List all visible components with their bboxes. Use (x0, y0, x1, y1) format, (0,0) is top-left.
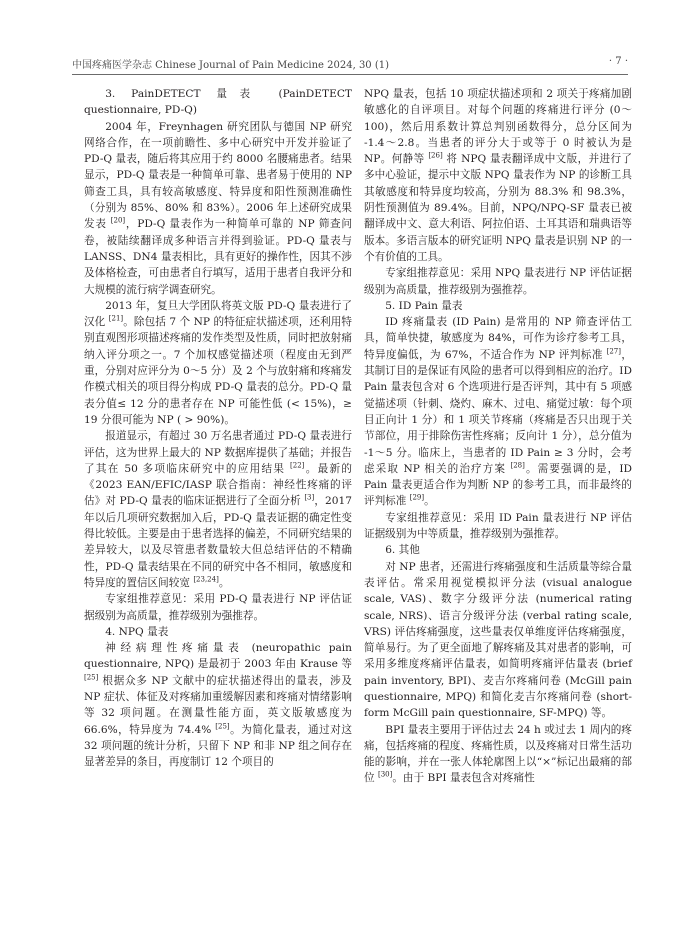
paragraph: 神经病理性疼痛量表 (neuropathic pain questionnaire, NPQ) 是最初于 2003 年由 Krause 等 [25] 根据众多 NP 文献中的症状描述得出的量表，涉及 NP 症状、体征及对疼痛加重缓解因素和疼痛对情绪影响等 32 项问题。在测量性能方面，英文版敏感度为 66.6%，特异度为 74.4% [25]。为简化量表，通过对这 32 项问题的统计分析，只留下 NP 和非 NP 组之间存在显著差异的条目，再度制订 12 个项目的 (84, 642, 353, 769)
running-header (72, 56, 628, 74)
section-heading: 4. NPQ 量表 (105, 625, 169, 638)
citation-ref: [27] (606, 347, 621, 356)
paragraph: 专家组推荐意见：采用 ID Pain 量表进行 NP 评估证据级别为中等质量，推荐级别为强推荐。 (364, 511, 632, 541)
citation-ref: [26] (428, 151, 443, 160)
section-heading: 3. PainDETECT 量表 (PainDETECT questionnaire, PD-Q) (84, 88, 352, 117)
left-text-column (84, 86, 352, 770)
citation-ref: [22] (290, 461, 305, 470)
paragraph-continued: NPQ 量表，包括 10 项症状描述项和 2 项关于疼痛加剧敏感化的自评项目。对每个问题的疼痛进行评分 (0～100)，然后用系数计算总判别函数得分，总分区间为 -1.4～2.8。当患者的评分大于或等于 0 时被认为是 NP。何静等 [26] 将 NPQ 量表翻译成中文版，并进行了多中心验证，提示中文版 NPQ 量表作为 NP 的诊断工具其敏感度和特异度均较高，分别为 88.3% 和 98.3%，阴性预测值为 89.4%。目前，NPQ/NPQ-SF 量表已被翻译成中文、意大利语、阿拉伯语、土耳其语和瑞典语等版本。多语言版本的研究证明 NPQ 量表是识别 NP 的一个有价值的工具。 (364, 88, 633, 263)
paragraph: 报道显示，有超过 30 万名患者通过 PD-Q 量表进行评估，这为世界上最大的 NP 数据库提供了基础；并报告了其在 50 多项临床研究中的应用结果 [22]。最新的《2023 EAN/EFIC/IASP 联合指南：神经性疼痛的评估》对 PD-Q 量表的临床证据进行了全面分析 [3]，2017 年以后几项研究数据加入后，PD-Q 量表证据的确定性变得比较低。主要是由于患者选择的偏差，不同研究结果的差异较大，以及尽管患者数量较大但总结评估的不精确性，PD-Q 量表结果在不同的研究中各不相同，敏感度和特异度的置信区间较宽 [23,24]。 (84, 430, 352, 589)
section-heading: 5. ID Pain 量表 (385, 299, 463, 312)
citation-ref: [21] (108, 314, 124, 323)
paragraph: 对 NP 患者，还需进行疼痛强度和生活质量等综合量表评估。常采用视觉模拟评分法 (visual analogue scale, VAS)、数字分级评分法 (numerical rating scale, NRS)、语言分级评分法 (verbal rating scale, VRS) 评估疼痛强度，这些量表仅单维度评估疼痛强度，简单易行。为了更全面地了解疼痛及其对患者的影响，可采用多维度疼痛评估量表，如简明疼痛评估量表 (brief pain inventory, BPI)、麦吉尔疼痛问卷 (McGill pain questionnaire, MPQ) 和简化麦吉尔疼痛问卷 (short-form McGill pain questionnaire, SF-MPQ) 等。 (364, 560, 632, 720)
citation-ref: [3] (304, 493, 315, 502)
citation-ref: [30] (377, 770, 393, 779)
paragraph: ID 疼痛量表 (ID Pain) 是常用的 NP 筛查评估工具，简单快捷，敏感度为 84%，可作为诊疗参考工具，特异度偏低，为 67%，不适合作为 NP 评判标准 [27]，其制订目的是保证有风险的患者可以得到相应的治疗。ID Pain 量表包含对 6 个选项进行是否评判，其中有 5 项感觉描述项（针刺、烧灼、麻木、过电、痛觉过敏：每个项目正向计 1 分）和 1 项关节疼痛（疼痛是否只出现于关节部位，用于排除伤害性疼痛；反向计 1 分），总分值为 -1～5 分。临床上，当患者的 ID Pain ≥ 3 分时，会考虑采取 NP 相关的治疗方案 [28]。需要强调的是，ID Pain 量表更适合作为判断 NP 的参考工具，而非最终的评判标准 [29]。 (364, 316, 633, 508)
header-rule (72, 74, 628, 75)
citation-ref: [20] (110, 216, 126, 225)
paragraph: 2004 年，Freynhagen 研究团队与德国 NP 研究网络合作，在一项前瞻性、多中心研究中开发并验证了 PD-Q 量表，随后将其应用于约 8000 名腰痛患者。结果显示，PD-Q 量表是一种简单可靠、患者易于使用的 NP 筛查工具，具有较高敏感度、特异度和阳性预测准确性（分别为 85%、80% 和 83%）。2006 年上述研究成果发表 [20]，PD-Q 量表作为一种简单可靠的 NP 筛查问卷，被陆续翻译成多种语言并得到验证。PD-Q 量表与 LANSS、DN4 量表相比，具有更好的操作性，因其不涉及体格检查，可由患者自行填写，适用于患者自我评分和大规模的流行病学调查研究。 (84, 120, 352, 296)
paragraph: 专家组推荐意见：采用 NPQ 量表进行 NP 评估证据级别为高质量，推荐级别为强推荐。 (364, 267, 632, 296)
citation-ref: [25] (84, 673, 99, 682)
paragraph: 2013 年，复旦大学团队将英文版 PD-Q 量表进行了汉化 [21]。除包括 7 个 NP 的特征症状描述项，还利用特别直观图形项描述疼痛的发作类型及性质，同时把放射痛纳入评分项之一。7 个加权感觉描述项（程度由无到严重，分别对应评分为 0～5 分）及 2 个与放射痛和疼痛发作模式相关的项目得分构成 PD-Q 量表的总分。PD-Q 量表分值≤ 12 分的患者存在 NP 可能性低 (< 15%)，≥ 19 分很可能为 NP ( > 90%)。 (84, 299, 353, 426)
page-number: · 7 · (608, 56, 628, 67)
right-text-column (364, 86, 632, 787)
paragraph: 专家组推荐意见：采用 PD-Q 量表进行 NP 评估证据级别为高质量，推荐级别为强推荐。 (84, 593, 352, 622)
paragraph: BPI 量表主要用于评估过去 24 h 或过去 1 周内的疼痛，包括疼痛的程度、疼痛性质，以及疼痛对日常生活功能的影响，并在一张人体轮廓图上以“×”标记出最痛的部位 [30]。由于 BPI 量表包含对疼痛性 (364, 723, 632, 785)
citation-ref: [29] (409, 493, 425, 502)
citation-ref: [25] (215, 722, 230, 731)
citation-ref: [23,24] (193, 575, 219, 584)
section-heading: 6. 其他 (385, 544, 420, 557)
citation-ref: [28] (510, 461, 525, 470)
journal-citation: 中国疼痛医学杂志 Chinese Journal of Pain Medicine 2024, 30 (1) (72, 60, 390, 71)
